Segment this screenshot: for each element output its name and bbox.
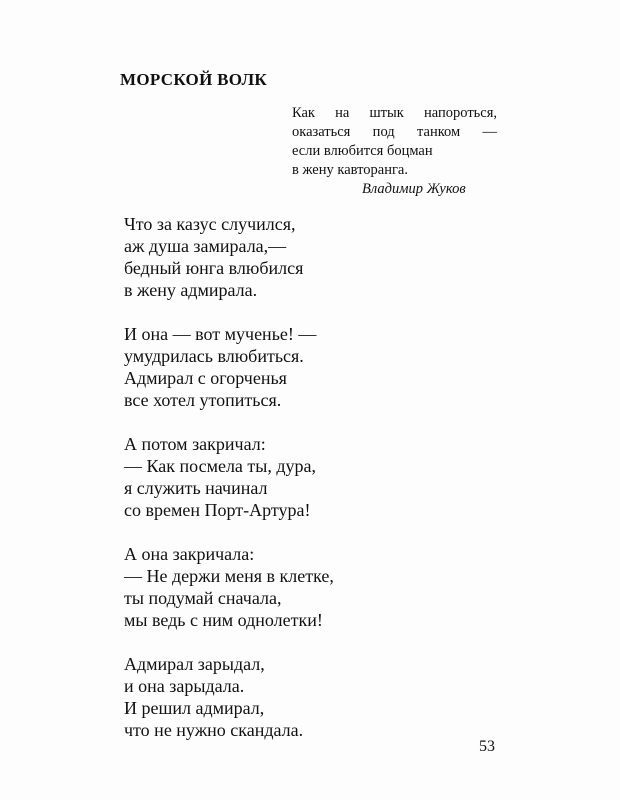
poem-line: и она зарыдала.	[124, 676, 245, 696]
page-number: 53	[479, 738, 495, 755]
epigraph-line: Как на штык напороться,	[292, 105, 497, 121]
poem-line: умудрилась влюбиться.	[124, 346, 304, 366]
poem-line: все хотел утопиться.	[124, 390, 282, 410]
poem-line: со времен Порт-Артура!	[124, 500, 311, 520]
poem-body	[124, 213, 424, 763]
poem-line: И решил адмирал,	[124, 698, 265, 718]
poem-title: МОРСКОЙ ВОЛК	[120, 70, 268, 89]
poem-line: — Не держи меня в клетке,	[124, 566, 334, 586]
epigraph-line: если влюбится боцман	[292, 143, 433, 159]
stanza	[124, 433, 424, 521]
poem-line: в жену адмирала.	[124, 280, 258, 300]
poem-line: — Как посмела ты, дура,	[124, 456, 317, 476]
stanza	[124, 213, 424, 301]
stanza	[124, 543, 424, 631]
epigraph-author: Владимир Жуков	[362, 181, 466, 197]
poem-line: И она — вот мученье! —	[124, 324, 317, 344]
epigraph-line: оказаться под танком —	[292, 124, 497, 140]
poem-line: ты подумай сначала,	[124, 588, 282, 608]
stanza	[124, 323, 424, 411]
epigraph-line: в жену кавторанга.	[292, 162, 408, 178]
poem-line: Что за казус случился,	[124, 214, 296, 234]
poem-line: Адмирал с огорченья	[124, 368, 287, 388]
poem-line: аж душа замирала,—	[124, 236, 287, 256]
poem-line: мы ведь с ним однолетки!	[124, 610, 323, 630]
poem-line: я служить начинал	[124, 478, 268, 498]
poem-line: А она закричала:	[124, 544, 255, 564]
stanza	[124, 653, 424, 741]
epigraph	[292, 104, 522, 180]
poem-line: бедный юнга влюбился	[124, 258, 304, 278]
poem-line: А потом закричал:	[124, 434, 266, 454]
poem-line: Адмирал зарыдал,	[124, 654, 265, 674]
poem-line: что не нужно скандала.	[124, 720, 304, 740]
